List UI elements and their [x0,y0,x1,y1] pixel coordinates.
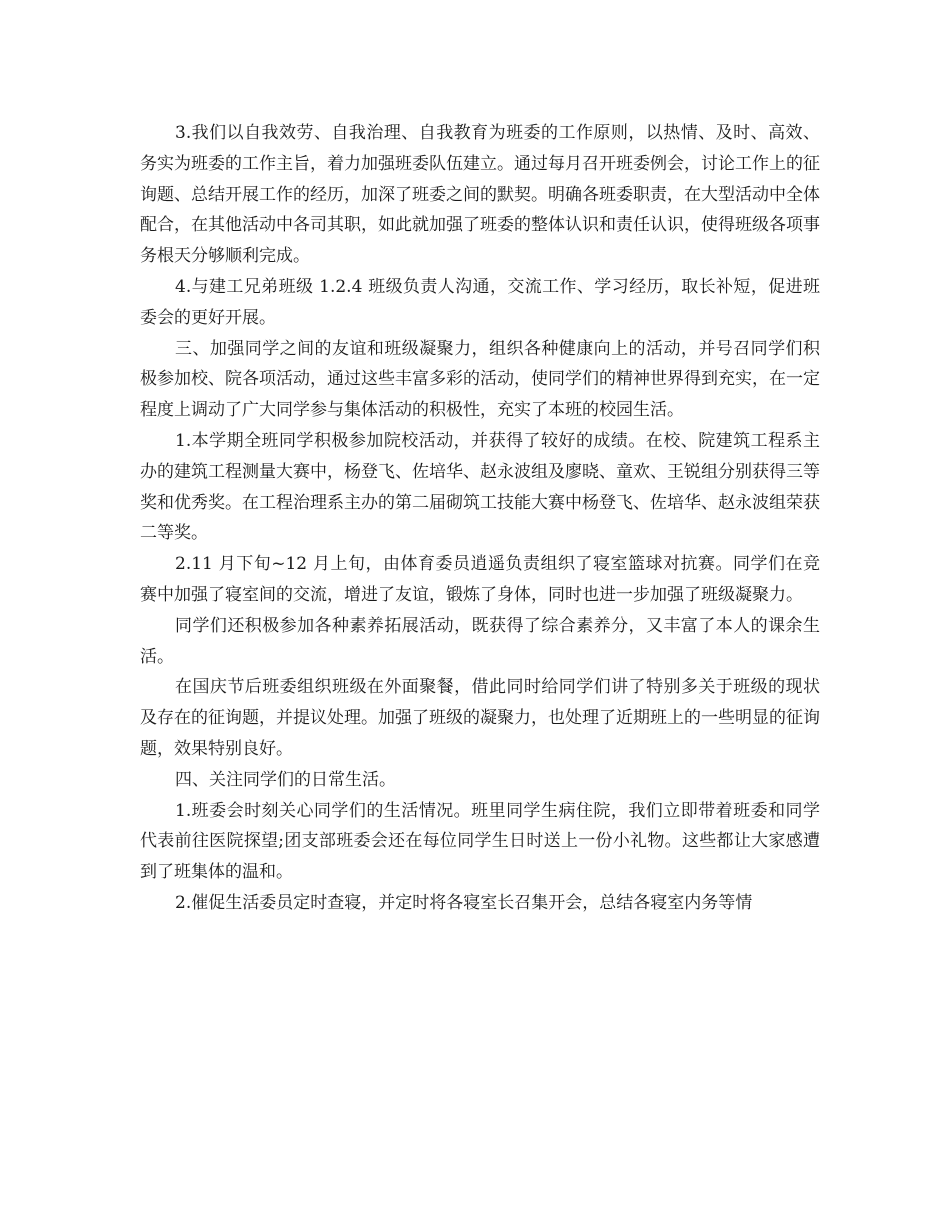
paragraph-quality-activities: 同学们还积极参加各种素养拓展活动，既获得了综合素养分，又丰富了本人的课余生活。 [140,615,820,667]
paragraph-class-committee-principles: 3.我们以自我效劳、自我治理、自我教育为班委的工作原则，以热情、及时、高效、务实为班委的工作主旨，着力加强班委队伍建立。通过每月召开班委例会，讨论工作上的征询题、总结开展工作的经历，加深了班委之间的默契。明确各班委职责，在大型活动中全体配合，在其他活动中各司其职，如此就加强了班委的整体认识和责任认识，使得班级各项事务根天分够顺利完成。 [140,123,820,267]
document-body [140,118,820,919]
paragraph-competition-awards: 1.本学期全班同学积极参加院校活动，并获得了较好的成绩。在校、院建筑工程系主办的建筑工程测量大赛中，杨登飞、佐培华、赵永波组及廖晓、童欢、王锐组分别获得三等奖和优秀奖。在工程治理系主办的第二届砌筑工技能大赛中杨登飞、佐培华、赵永波组荣获二等奖。 [140,430,820,544]
paragraph-national-day-dinner: 在国庆节后班委组织班级在外面聚餐，借此同时给同学们讲了特别多关于班级的现状及存在的征询题，并提议处理。加强了班级的凝聚力，也处理了近期班上的一些明显的征询题，效果特别良好。 [140,677,820,759]
paragraph-care-for-students: 1.班委会时刻关心同学们的生活情况。班里同学生病住院，我们立即带着班委和同学代表前往医院探望;团支部班委会还在每位同学生日时送上一份小礼物。这些都让大家感遭到了班集体的温和。 [140,800,820,883]
section-heading-three: 三、加强同学之间的友谊和班级凝聚力，组织各种健康向上的活动，并号召同学们积极参加校、院各项活动，通过这些丰富多彩的活动，使同学们的精神世界得到充实，在一定程度上调动了广大同学参与集体活动的积极性，充实了本班的校园生活。 [140,338,820,421]
paragraph-basketball-match: 2.11 月下旬~12 月上旬，由体育委员逍遥负责组织了寝室篮球对抗赛。同学们在竞赛中加强了寝室间的交流，增进了友谊，锻炼了身体，同时也进一步加强了班级凝聚力。 [140,554,820,605]
paragraph-dorm-inspection: 2.催促生活委员定时查寝，并定时将各寝室长召集开会，总结各寝室内务等情 [175,892,753,913]
paragraph-brother-class-communication: 4.与建工兄弟班级 1.2.4 班级负责人沟通，交流工作、学习经历，取长补短，促进班委会的更好开展。 [140,276,820,328]
section-heading-four: 四、关注同学们的日常生活。 [175,769,396,790]
